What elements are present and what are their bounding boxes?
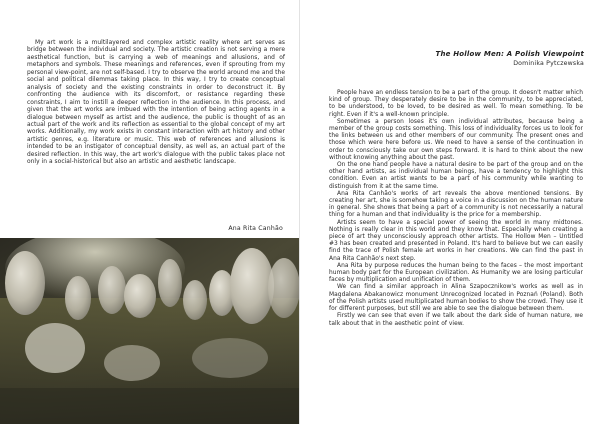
essay-paragraph: On the one hand people have a natural desire to be part of the group and on the other hand artists, as individual human beings, have a tendency to highlight this condition. Even an artist wants to be a part of his community while wanting to distinguish from it at the same time. (329, 162, 583, 190)
essay-title: The Hollow Men: A Polish Viewpoint (435, 50, 584, 58)
essay-paragraph: Firstly we can see that even if we talk about the dark side of human nature, we talk about that in the aesthetic point of view. (329, 313, 583, 327)
statement-author: Ana Rita Canhão (228, 225, 283, 232)
essay-body (329, 90, 583, 328)
essay-paragraph: We can find a similar approach in Alina Szapocznikow's works as well as in Magdalena Abakanowicz monument Unrecognized located in Poznań (Poland). Both of the Polish artists used multiplicated human bodies to show the crowd. They use it for different purposes, but still we are able to see the dialogue between them. (329, 284, 583, 313)
essay-paragraph: Ana Rita by purpose reduces the human being to the faces – the most important human body part for the European civilization. As Humanity we are losing particular faces by multiplication and unification of them. (329, 262, 583, 284)
installation-photo (0, 238, 299, 424)
right-page (300, 0, 600, 424)
installation-photo-icon (0, 238, 299, 424)
essay-author: Dominika Pytczewska (513, 60, 584, 67)
essay-paragraph: Ana Rita Canhão's works of art reveals the above mentioned tensions. By creating her art, she is somehow taking a voice in a discussion on the human nature in general. She shows that being a part of a community is not necessarily a natural thing for a human and that individuality is the price for a membership. (329, 190, 583, 219)
essay-paragraph: Sometimes a person loses it's own individual attributes, because being a member of the group costs something. This loss of individuality forces us to look for the links between us and other members of our community. The present ones and those which were here before us. We need to have a sense of the continuation in order to consciously take our own steps forward. It is hard to think about the new without knowing anything about the past. (329, 118, 583, 161)
artist-statement (27, 40, 285, 167)
essay-paragraph: People have an endless tension to be a part of the group. It doesn't matter which kind of group. They desperately desire to be in the community, to be appreciated, to be understood, to be loved, to be desired as well. To mean something. To be right. Even if it's a well-known principle. (329, 90, 583, 118)
essay-paragraph: Artists seem to have a special power of seeing the world in many midtones. Nothing is really clear in this world and they know that. Especially when creating a piece of art they unconsciously approach other artists. The Hollow Men – Untitled #3 has been created and presented in Poland. It's hard to believe but we can easily find the trace of Polish female art works in her creations. We can find the past in Ana Rita Canhão's next step. (329, 219, 583, 262)
statement-paragraph: My art work is a multilayered and complex artistic reality where art serves as bridge between the individual and society. The artistic creation is not serving a mere aesthetical function, but is carrying a web of meanings and allusions, and of metaphors and symbols. These meanings and references, even if sprouting from my personal view-point, are not self-based. I try to observe the world around me and the social and political dilemmas taking place. In this way, I try to create conceptual analysis of society and the existing constraints in order to deconstruct it. By confronting the audience with its discomfort, or resistance regarding these constraints, I aim to instill a deeper reflection in the audience. In this process, and given that the art works are imbued with the intention of being acting agents in a dialogue between myself as artist and the audience, the public is thought of as an actual part of the work and its reflection as essential to the global concept of my art works. Additionally, my work exists in constant interaction with art history and other artistic genres, e.g. literature or music. This web of references and allusions is intended to be an instigator of conceptual density, as well as, an actual part of the desired reflection. In this way, the art work's dialogue with the public takes place not only in a social-historical but also an artistic and aesthetic landscape. (27, 40, 285, 166)
